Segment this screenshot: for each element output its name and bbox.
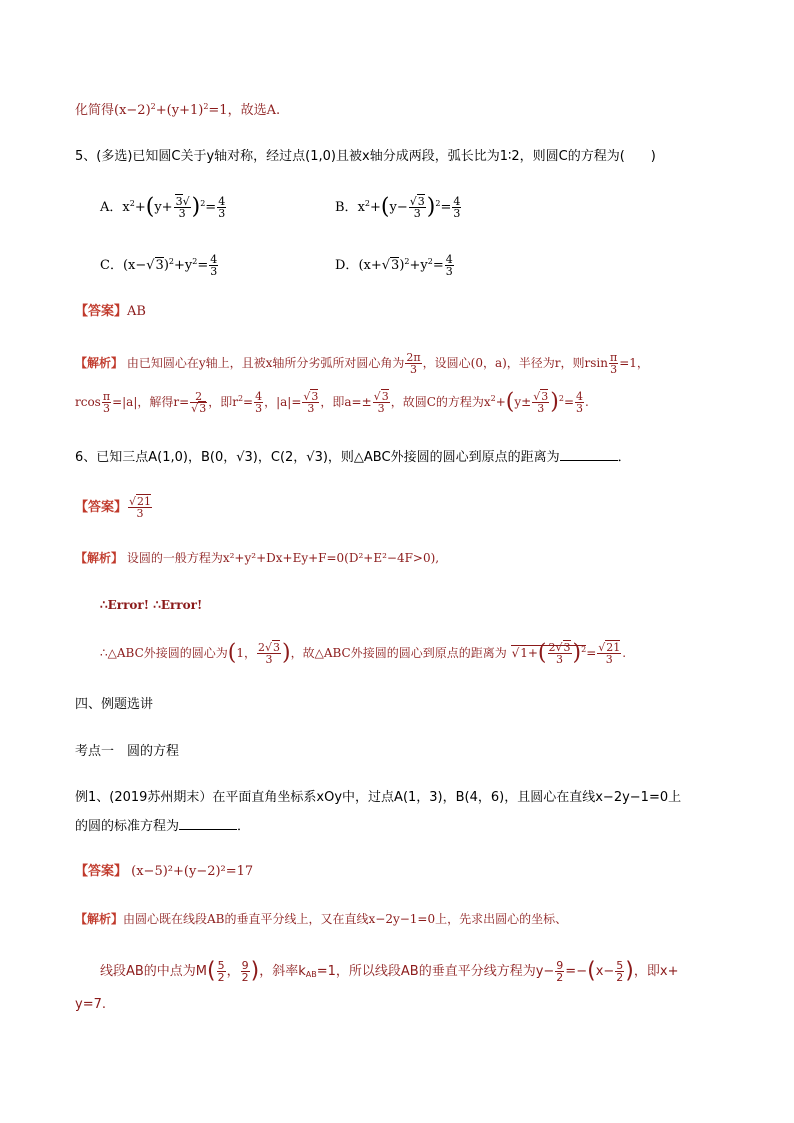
question-5-stem: 5、(多选)已知圆C关于y轴对称，经过点(1,0)且被x轴分成两段，弧长比为1∶2，则圆C的方程为( ) bbox=[75, 149, 656, 164]
error-line: ∴Error! ∴Error! bbox=[100, 598, 203, 612]
q6-answer: 【答案】 $\frac{√21}{3}$ bbox=[75, 495, 152, 520]
q5-analysis-line2: rcos $\frac{\pi}{3}$ =|a|，解得r= $\frac{2}{√3}$ ，即$r^2=$ $\frac{4}{3}$ ，|a|= $\frac{√3}{3}$ ，即a=± $\frac{√3}{3}$ ，故圆C的方程为$x^2+(y\pm$ $\frac{√3}{3}$ )$^2$= $\frac{4}{3}$ . bbox=[75, 389, 589, 415]
example-answer-blank[interactable] bbox=[179, 817, 237, 830]
example-1-line2: 的圆的标准方程为 ． bbox=[75, 819, 251, 834]
section-title: 四、例题选讲 bbox=[75, 697, 154, 712]
answer-blank[interactable] bbox=[560, 448, 618, 461]
q5-answer: 【答案】AB bbox=[75, 304, 146, 319]
option-d: D．$(x+√3)^2+y^2=$ $\frac{4}{3}$ bbox=[335, 253, 453, 278]
topic-heading: 考点一 圆的方程 bbox=[75, 744, 180, 759]
example-1-line1: 例1、(2019苏州期末）在平面直角坐标系xOy中，过点A(1，3)，B(4，6)，且圆心在直线x−2y−1=0上 bbox=[75, 790, 682, 805]
option-b: B．$x^2+(y-$ $\frac{√3}{3}$ )$^2$= $\frac{4}{3}$ bbox=[335, 194, 461, 220]
q6-analysis-line1: 【解析】 设圆的一般方程为x²+y²+Dx+Ey+F=0(D²+E²−4F>0), bbox=[75, 551, 440, 565]
ex1-answer: 【答案】 (x−5)²+(y−2)²=17 bbox=[75, 864, 254, 879]
ex1-analysis-line2: 线段AB的中点为M( $\frac{5}{2}$ ， $\frac{9}{2}$ )，斜率$k_{AB}=1$，所以线段AB的垂直平分线方程为y− $\frac{9}{2}$ =−(x− $\frac{5}{2}$ )，即x+ bbox=[100, 958, 679, 984]
option-c: C．$(x-√3)^2+y^2=$ $\frac{4}{3}$ bbox=[100, 253, 218, 278]
ex1-analysis-line3: y=7. bbox=[75, 997, 106, 1012]
q5-analysis-line1: 【解析】 由已知圆心在y轴上，且被x轴所分劣弧所对圆心角为 $\frac{2\pi}{3}$ ，设圆心(0，a)，半径为r，则rsin $\frac{\pi}{3}$ =1， bbox=[75, 351, 649, 376]
q6-analysis-line3: ∴△ABC外接圆的圆心为(1， $\frac{2√3}{3}$ )，故△ABC外接圆的圆心到原点的距离为 √1+( $\frac{2√3}{3}$ )$^2$= $\frac{√21}{3}$ . bbox=[100, 640, 627, 666]
simplify-line: 化简得$(x-2)^2+(y+1)^2=1$，故选A. bbox=[75, 102, 281, 118]
option-a: A．$x^2+(y+$ $\frac{3√}{3}$ )$^2$= $\frac{4}{3}$ bbox=[100, 194, 226, 220]
ex1-analysis-line1: 【解析】由圆心既在线段AB的垂直平分线上，又在直线x−2y−1=0上，先求出圆心的坐标、 bbox=[75, 912, 568, 926]
question-6-stem: 6、已知三点A(1,0)，B(0，√3)，C(2，√3)，则△ABC外接圆的圆心到原点的距离为 ． bbox=[75, 450, 631, 465]
